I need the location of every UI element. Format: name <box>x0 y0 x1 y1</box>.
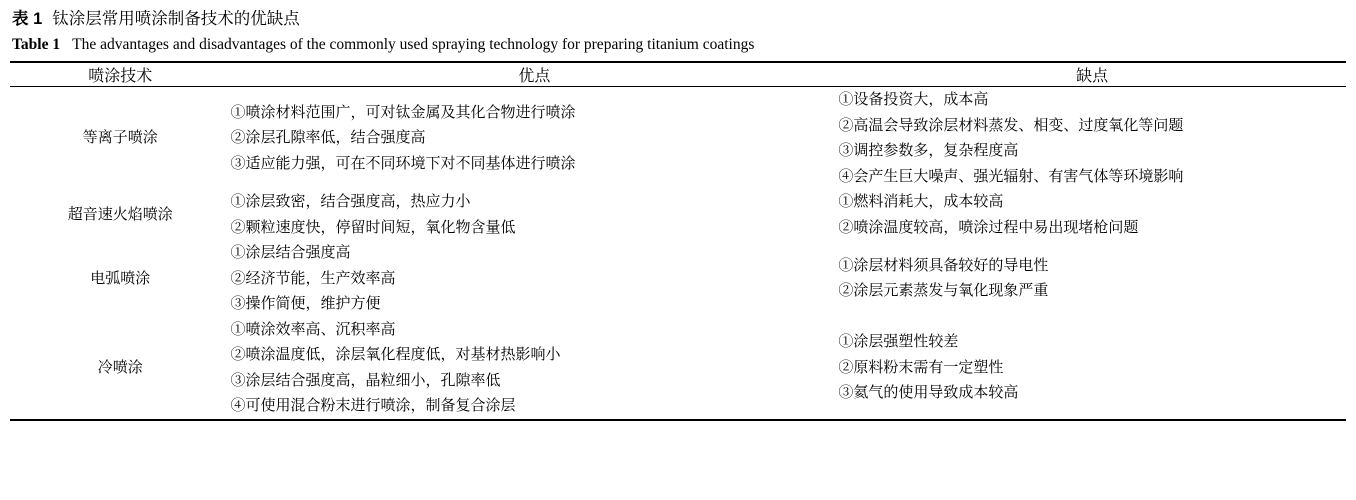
list-item: ②高温会导致涂层材料蒸发、相变、过度氧化等问题 <box>838 116 1184 134</box>
caption-chinese-text: 钛涂层常用喷涂制备技术的优缺点 <box>52 10 300 28</box>
list-item: ①涂层致密，结合强度高，热应力小 <box>230 193 471 210</box>
caption-chinese <box>12 8 1346 30</box>
list-item: ②原料粉末需有一定塑性 <box>838 358 1004 376</box>
cell-advantages <box>230 87 838 190</box>
table-header <box>10 62 1346 87</box>
list-item: ①设备投资大，成本高 <box>838 91 989 108</box>
list-item: ②涂层孔隙率低，结合强度高 <box>230 129 426 147</box>
list-item: ①涂层材料须具备较好的导电性 <box>838 256 1049 274</box>
list-item: ④可使用混合粉末进行喷涂，制备复合涂层 <box>230 397 516 414</box>
list-item: ③操作简便，维护方便 <box>230 295 381 312</box>
list-item: ①燃料消耗大，成本较高 <box>838 193 1004 210</box>
table-row <box>10 87 1346 190</box>
cell-disadvantages <box>838 240 1346 317</box>
table-row <box>10 240 1346 317</box>
list-item: ②经济节能，生产效率高 <box>230 269 396 287</box>
caption-english-label: Table 1 <box>12 36 61 53</box>
table-row <box>10 317 1346 420</box>
cell-advantages <box>230 240 838 317</box>
cell-disadvantages <box>838 87 1346 190</box>
list-item: ③适应能力强，可在不同环境下对不同基体进行喷涂 <box>230 154 576 172</box>
caption-english-text: The advantages and disadvantages of the commonly used spraying technology for preparing titanium coatings <box>72 36 755 53</box>
list-item: ①涂层结合强度高 <box>230 244 351 261</box>
list-item: ②喷涂温度低，涂层氧化程度低，对基材热影响小 <box>230 346 561 363</box>
table-row <box>10 189 1346 240</box>
list-item: ③氦气的使用导致成本较高 <box>838 384 1019 402</box>
cell-advantages <box>230 189 838 240</box>
list-item: ④会产生巨大噪声、强光辐射、有害气体等环境影响 <box>838 167 1184 185</box>
list-item: ②喷涂温度较高，喷涂过程中易出现堵枪问题 <box>838 218 1139 236</box>
cell-technology: 等离子喷涂 <box>82 129 158 147</box>
table-header-row <box>10 62 1346 87</box>
list-item: ②涂层元素蒸发与氧化现象严重 <box>838 282 1049 300</box>
list-item: ①喷涂材料范围广，可对钛金属及其化合物进行喷涂 <box>230 103 576 121</box>
list-item: ①喷涂效率高、沉积率高 <box>230 320 396 338</box>
caption-english <box>12 34 1346 55</box>
list-item: ③调控参数多，复杂程度高 <box>838 142 1019 159</box>
cell-technology: 超音速火焰喷涂 <box>67 205 173 223</box>
list-item: ①涂层强塑性较差 <box>838 333 959 351</box>
list-item: ②颗粒速度快，停留时间短，氧化物含量低 <box>230 218 516 236</box>
cell-technology: 电弧喷涂 <box>90 269 151 287</box>
caption-chinese-label: 表 1 <box>12 10 43 28</box>
comparison-table <box>10 61 1346 421</box>
cell-advantages <box>230 317 838 420</box>
cell-disadvantages <box>838 189 1346 240</box>
cell-technology: 冷喷涂 <box>10 317 230 420</box>
table-body <box>10 87 1346 420</box>
column-header-disadvantages: 缺点 <box>838 62 1346 87</box>
column-header-advantages: 优点 <box>230 62 838 87</box>
column-header-technology: 喷涂技术 <box>10 62 230 87</box>
list-item: ③涂层结合强度高，晶粒细小，孔隙率低 <box>230 371 501 389</box>
cell-disadvantages <box>838 317 1346 420</box>
